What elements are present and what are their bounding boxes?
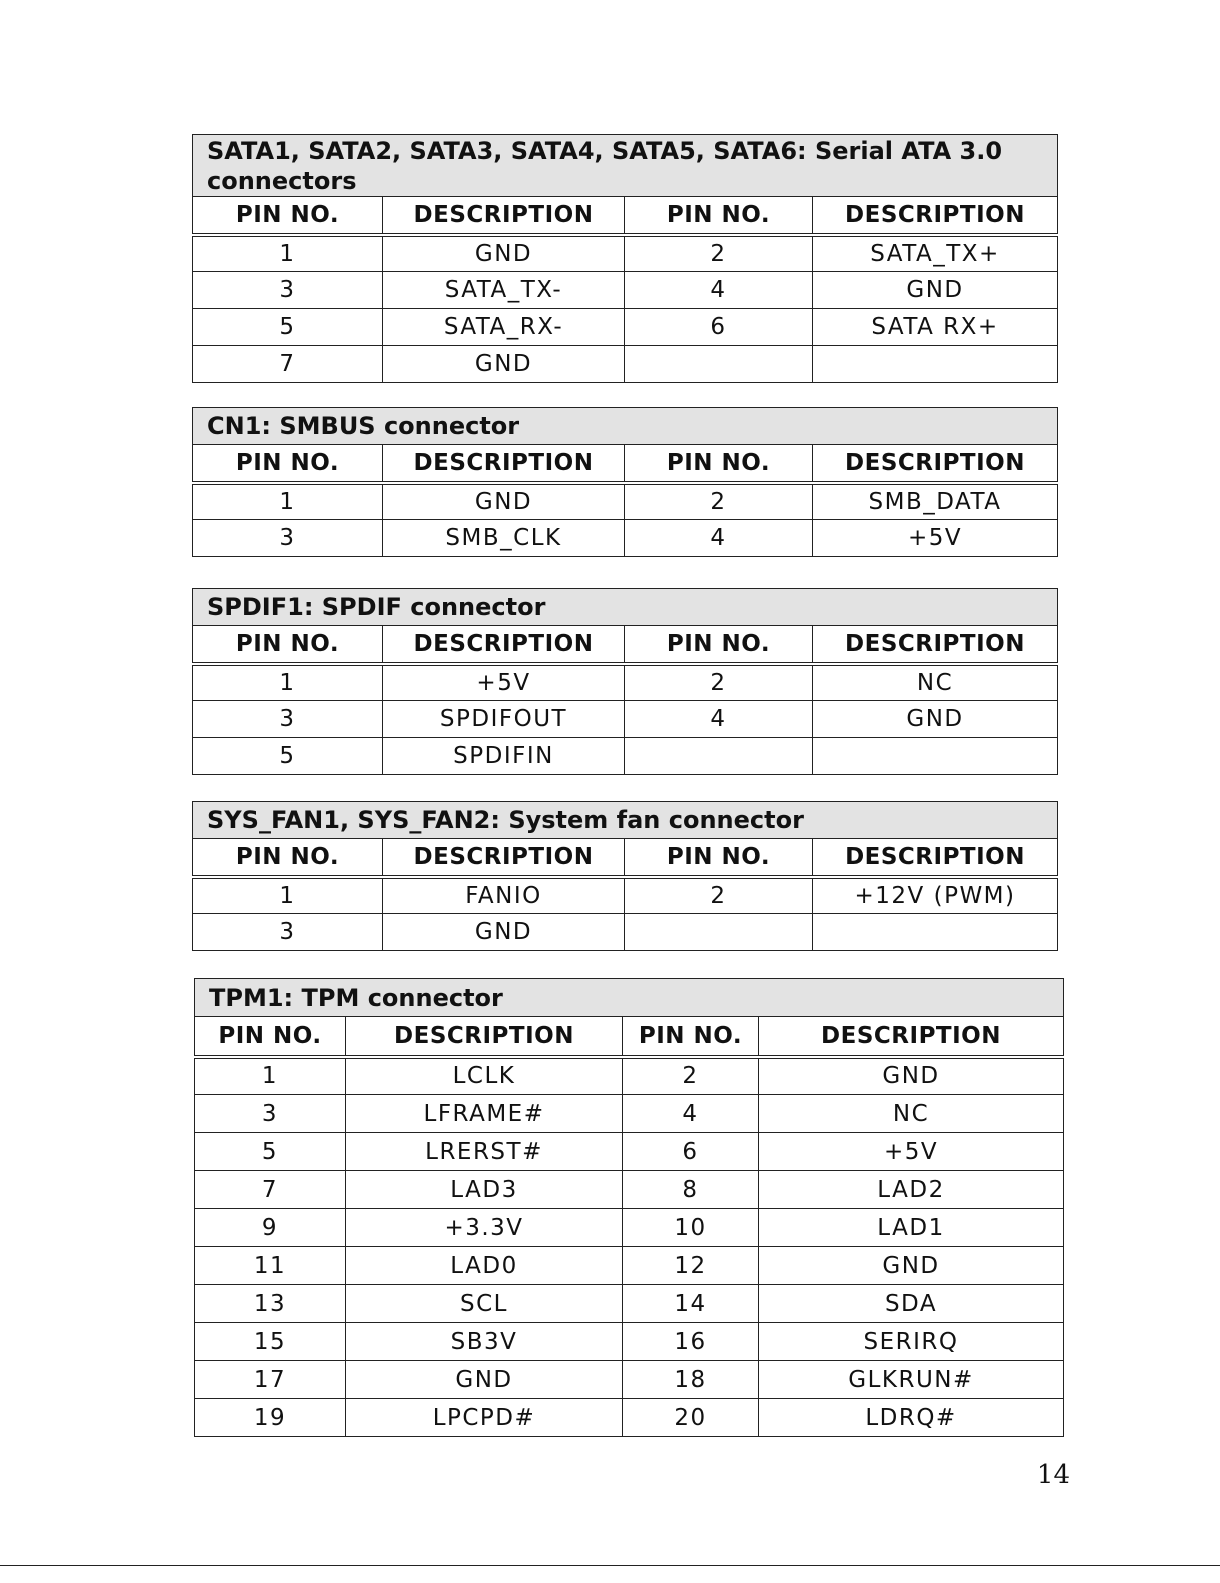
pin-number-cell: 11 bbox=[195, 1247, 346, 1285]
pin-number-cell: 4 bbox=[625, 272, 813, 309]
description-cell: SATA_RX- bbox=[383, 309, 625, 346]
pin-number-cell: 1 bbox=[193, 235, 383, 272]
description-cell: +3.3V bbox=[346, 1209, 623, 1247]
pin-number-cell: 7 bbox=[193, 346, 383, 383]
pin-number-cell: 2 bbox=[625, 877, 813, 914]
table-row bbox=[193, 877, 1058, 914]
pin-number-cell: 12 bbox=[623, 1247, 759, 1285]
pin-number-cell: 5 bbox=[193, 309, 383, 346]
page-number: 14 bbox=[1036, 1460, 1070, 1490]
pin-number-cell bbox=[625, 346, 813, 383]
description-cell: +5V bbox=[383, 664, 625, 701]
description-cell: SATA RX+ bbox=[813, 309, 1058, 346]
pin-number-cell: 5 bbox=[193, 738, 383, 775]
spdif-connector-table bbox=[192, 588, 1058, 775]
column-header-description: DESCRIPTION bbox=[813, 445, 1058, 483]
table-title: CN1: SMBUS connector bbox=[193, 408, 1058, 445]
description-cell: LPCPD# bbox=[346, 1399, 623, 1437]
table-row bbox=[195, 1057, 1064, 1095]
pin-number-cell: 1 bbox=[193, 877, 383, 914]
table-title: SYS_FAN1, SYS_FAN2: System fan connector bbox=[193, 802, 1058, 839]
pin-number-cell: 8 bbox=[623, 1171, 759, 1209]
pin-number-cell bbox=[625, 914, 813, 951]
table-row bbox=[193, 235, 1058, 272]
pin-number-cell: 13 bbox=[195, 1285, 346, 1323]
description-cell: GND bbox=[759, 1247, 1064, 1285]
column-header-description: DESCRIPTION bbox=[813, 839, 1058, 877]
table-row bbox=[193, 520, 1058, 557]
pin-number-cell: 3 bbox=[193, 272, 383, 309]
pin-number-cell: 19 bbox=[195, 1399, 346, 1437]
table-title: SPDIF1: SPDIF connector bbox=[193, 589, 1058, 626]
description-cell: SATA_TX- bbox=[383, 272, 625, 309]
pin-number-cell bbox=[625, 738, 813, 775]
description-cell: GND bbox=[383, 483, 625, 520]
column-header-pin-no: PIN NO. bbox=[623, 1017, 759, 1057]
description-cell: +5V bbox=[759, 1133, 1064, 1171]
table-row bbox=[193, 914, 1058, 951]
pin-number-cell: 4 bbox=[625, 701, 813, 738]
pin-number-cell: 9 bbox=[195, 1209, 346, 1247]
description-cell: LAD0 bbox=[346, 1247, 623, 1285]
description-cell: SPDIFIN bbox=[383, 738, 625, 775]
table-row bbox=[195, 1171, 1064, 1209]
column-header-description: DESCRIPTION bbox=[383, 839, 625, 877]
column-header-description: DESCRIPTION bbox=[383, 197, 625, 235]
pin-number-cell: 3 bbox=[193, 520, 383, 557]
pin-number-cell: 4 bbox=[625, 520, 813, 557]
description-cell: GLKRUN# bbox=[759, 1361, 1064, 1399]
description-cell: LAD1 bbox=[759, 1209, 1064, 1247]
pin-number-cell: 3 bbox=[193, 701, 383, 738]
table-row bbox=[195, 1361, 1064, 1399]
description-cell: SERIRQ bbox=[759, 1323, 1064, 1361]
description-cell: SATA_TX+ bbox=[813, 235, 1058, 272]
pin-number-cell: 17 bbox=[195, 1361, 346, 1399]
pin-number-cell: 16 bbox=[623, 1323, 759, 1361]
pin-number-cell: 3 bbox=[193, 914, 383, 951]
table-title: TPM1: TPM connector bbox=[195, 979, 1064, 1017]
description-cell: LRERST# bbox=[346, 1133, 623, 1171]
description-cell: LAD2 bbox=[759, 1171, 1064, 1209]
pin-number-cell: 6 bbox=[623, 1133, 759, 1171]
description-cell: SCL bbox=[346, 1285, 623, 1323]
pin-number-cell: 1 bbox=[193, 664, 383, 701]
pin-number-cell: 20 bbox=[623, 1399, 759, 1437]
column-header-pin-no: PIN NO. bbox=[193, 197, 383, 235]
description-cell: GND bbox=[346, 1361, 623, 1399]
pin-number-cell: 5 bbox=[195, 1133, 346, 1171]
column-header-description: DESCRIPTION bbox=[813, 626, 1058, 664]
table-row bbox=[193, 664, 1058, 701]
table-row bbox=[195, 1209, 1064, 1247]
column-header-pin-no: PIN NO. bbox=[193, 445, 383, 483]
table-row bbox=[193, 346, 1058, 383]
table-row bbox=[193, 738, 1058, 775]
pin-number-cell: 14 bbox=[623, 1285, 759, 1323]
table-row bbox=[195, 1285, 1064, 1323]
pin-number-cell: 2 bbox=[625, 664, 813, 701]
sata-connector-table bbox=[192, 134, 1058, 383]
description-cell: NC bbox=[759, 1095, 1064, 1133]
description-cell bbox=[813, 914, 1058, 951]
description-cell: GND bbox=[383, 235, 625, 272]
pin-number-cell: 6 bbox=[625, 309, 813, 346]
table-row bbox=[193, 272, 1058, 309]
description-cell: SDA bbox=[759, 1285, 1064, 1323]
pin-number-cell: 1 bbox=[195, 1057, 346, 1095]
column-header-pin-no: PIN NO. bbox=[625, 445, 813, 483]
description-cell: +12V (PWM) bbox=[813, 877, 1058, 914]
table-title: SATA1, SATA2, SATA3, SATA4, SATA5, SATA6: Serial ATA 3.0 connectors bbox=[193, 135, 1058, 197]
table-row bbox=[195, 1323, 1064, 1361]
description-cell: LCLK bbox=[346, 1057, 623, 1095]
description-cell: LDRQ# bbox=[759, 1399, 1064, 1437]
table-row bbox=[195, 1399, 1064, 1437]
pin-number-cell: 7 bbox=[195, 1171, 346, 1209]
table-row bbox=[193, 309, 1058, 346]
description-cell: SMB_DATA bbox=[813, 483, 1058, 520]
table-row bbox=[195, 1133, 1064, 1171]
pin-number-cell: 2 bbox=[625, 235, 813, 272]
tpm-connector-table bbox=[194, 978, 1064, 1437]
description-cell: +5V bbox=[813, 520, 1058, 557]
description-cell: SB3V bbox=[346, 1323, 623, 1361]
description-cell: GND bbox=[813, 701, 1058, 738]
description-cell: GND bbox=[383, 914, 625, 951]
pin-number-cell: 2 bbox=[625, 483, 813, 520]
column-header-description: DESCRIPTION bbox=[346, 1017, 623, 1057]
system-fan-connector-table bbox=[192, 801, 1058, 951]
page-bottom-rule bbox=[0, 1565, 1220, 1566]
table-row bbox=[193, 483, 1058, 520]
column-header-pin-no: PIN NO. bbox=[625, 839, 813, 877]
column-header-description: DESCRIPTION bbox=[383, 445, 625, 483]
column-header-description: DESCRIPTION bbox=[383, 626, 625, 664]
smbus-connector-table bbox=[192, 407, 1058, 557]
description-cell: NC bbox=[813, 664, 1058, 701]
pin-number-cell: 18 bbox=[623, 1361, 759, 1399]
description-cell: SMB_CLK bbox=[383, 520, 625, 557]
pin-number-cell: 15 bbox=[195, 1323, 346, 1361]
table-row bbox=[195, 1095, 1064, 1133]
pin-number-cell: 3 bbox=[195, 1095, 346, 1133]
description-cell bbox=[813, 346, 1058, 383]
description-cell: GND bbox=[383, 346, 625, 383]
column-header-pin-no: PIN NO. bbox=[193, 839, 383, 877]
column-header-pin-no: PIN NO. bbox=[625, 197, 813, 235]
table-row bbox=[193, 701, 1058, 738]
column-header-pin-no: PIN NO. bbox=[625, 626, 813, 664]
column-header-description: DESCRIPTION bbox=[813, 197, 1058, 235]
column-header-pin-no: PIN NO. bbox=[195, 1017, 346, 1057]
description-cell: GND bbox=[813, 272, 1058, 309]
description-cell: SPDIFOUT bbox=[383, 701, 625, 738]
description-cell bbox=[813, 738, 1058, 775]
pin-number-cell: 1 bbox=[193, 483, 383, 520]
description-cell: GND bbox=[759, 1057, 1064, 1095]
pin-number-cell: 10 bbox=[623, 1209, 759, 1247]
description-cell: FANIO bbox=[383, 877, 625, 914]
pin-number-cell: 2 bbox=[623, 1057, 759, 1095]
description-cell: LAD3 bbox=[346, 1171, 623, 1209]
column-header-description: DESCRIPTION bbox=[759, 1017, 1064, 1057]
pin-number-cell: 4 bbox=[623, 1095, 759, 1133]
table-row bbox=[195, 1247, 1064, 1285]
description-cell: LFRAME# bbox=[346, 1095, 623, 1133]
column-header-pin-no: PIN NO. bbox=[193, 626, 383, 664]
